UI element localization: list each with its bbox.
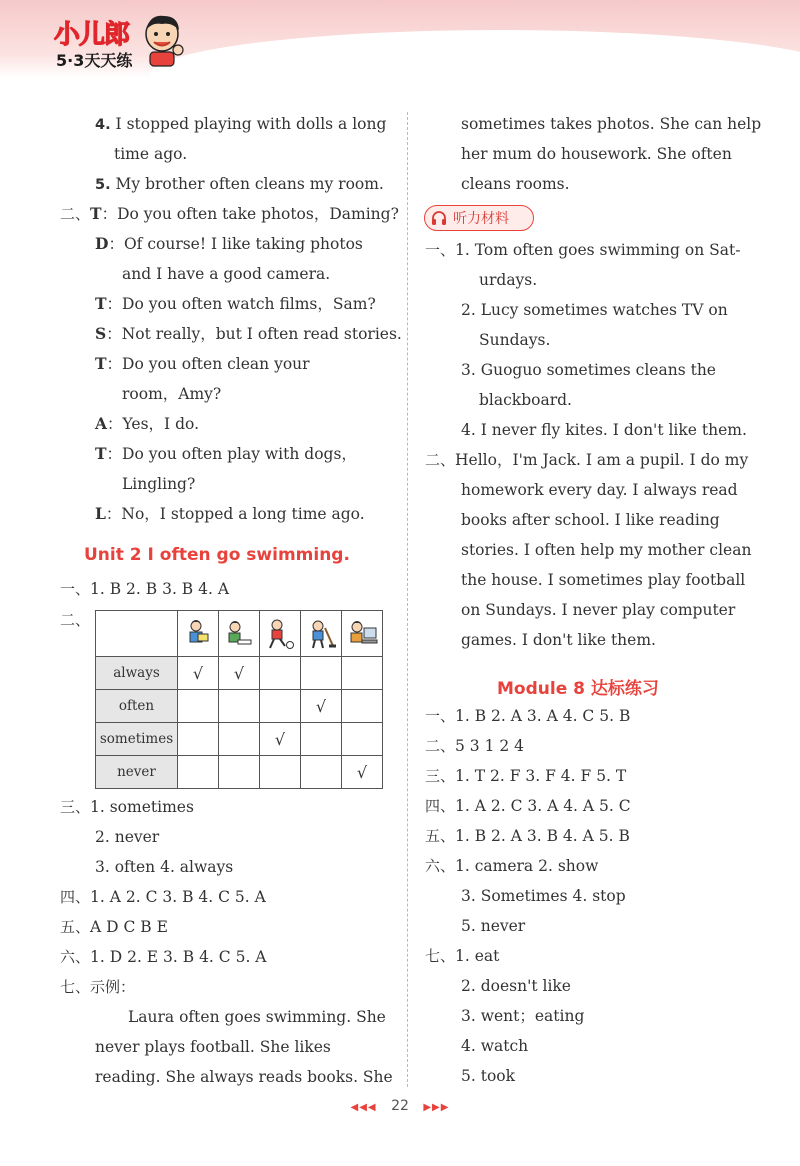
left-arrows-icon: ◀◀◀ (350, 1102, 377, 1113)
table-header-row (96, 611, 383, 657)
table-cell (219, 690, 260, 723)
mascot-boy-icon (140, 12, 186, 68)
table-cell (301, 756, 342, 789)
unit-heading: Unit 2 I often go swimming. (84, 545, 350, 565)
banner-curve (150, 30, 800, 120)
essay-line: homework every day. I always read (461, 481, 738, 499)
answer-line: 5. My brother often cleans my room. (95, 175, 384, 193)
essay-line: her mum do housework. She often (461, 145, 732, 163)
answer-line: 3. Guoguo sometimes cleans the (461, 361, 716, 379)
table-cell (219, 756, 260, 789)
table-cell: √ (301, 690, 342, 723)
dialogue-line: T：Do you often clean your (95, 354, 310, 373)
answer-line: 三、1. sometimes (60, 798, 194, 816)
table-cell: √ (342, 756, 383, 789)
picture-cell (342, 611, 383, 657)
brand-title: 小儿郎 (54, 20, 130, 50)
picture-cell (301, 611, 342, 657)
table-row (96, 657, 383, 690)
table-cell: √ (178, 657, 219, 690)
answer-line: 4. I never fly kites. I don't like them. (461, 421, 747, 439)
answer-line: 2. doesn't like (461, 977, 571, 995)
answer-line: 2. Lucy sometimes watches TV on (461, 301, 728, 319)
frequency-table (95, 610, 383, 789)
essay-line: stories. I often help my mother clean (461, 541, 752, 559)
tag-label: 听力材料 (453, 211, 509, 227)
dialogue-line: Lingling? (122, 475, 196, 493)
answer-line: 一、1. B 2. A 3. A 4. C 5. B (425, 707, 631, 725)
answer-line: 5. never (461, 917, 526, 935)
module-heading: Module 8 达标练习 (497, 679, 659, 699)
table-cell (178, 690, 219, 723)
answer-line: 3. went；eating (461, 1007, 585, 1025)
child-football-icon (265, 618, 295, 650)
table-cell (260, 690, 301, 723)
table-cell (260, 657, 301, 690)
answer-line: 一、1. B 2. B 3. B 4. A (60, 580, 230, 598)
dialogue-line: and I have a good camera. (122, 265, 331, 283)
dialogue-line: 二、T：Do you often take photos，Daming? (60, 204, 399, 223)
table-cell (342, 657, 383, 690)
row-label: never (96, 756, 178, 789)
table-corner-cell (96, 611, 178, 657)
answer-line: urdays. (479, 271, 538, 289)
essay-line: reading. She always reads books. She (95, 1068, 393, 1086)
answer-line: 五、A D C B E (60, 918, 168, 936)
dialogue-line: A：Yes，I do. (95, 414, 200, 433)
dialogue-line: D：Of course! I like taking photos (95, 234, 363, 253)
dialogue-line: room，Amy? (122, 385, 222, 403)
child-computer-icon (346, 618, 378, 650)
answer-line: 3. Sometimes 4. stop (461, 887, 626, 905)
right-arrows-icon: ▶▶▶ (423, 1102, 450, 1113)
table-row (96, 756, 383, 789)
answer-line: blackboard. (479, 391, 572, 409)
dialogue-line: L：No，I stopped a long time ago. (95, 504, 365, 523)
table-cell (301, 657, 342, 690)
dialogue-line: T：Do you often watch films，Sam? (95, 294, 376, 313)
answer-line: time ago. (114, 145, 188, 163)
table-cell: √ (219, 657, 260, 690)
essay-line: 二、Hello，I'm Jack. I am a pupil. I do my (425, 451, 749, 469)
header-banner (0, 0, 800, 78)
answer-line: 七、1. eat (425, 947, 500, 965)
table-row (96, 690, 383, 723)
answer-line: 七、示例： (60, 978, 136, 996)
essay-line: never plays football. She likes (95, 1038, 331, 1056)
essay-line: on Sundays. I never play computer (461, 601, 736, 619)
table-cell: √ (260, 723, 301, 756)
essay-line: games. I don't like them. (461, 631, 656, 649)
essay-line: books after school. I like reading (461, 511, 720, 529)
headphones-icon (431, 210, 447, 226)
table-cell (178, 756, 219, 789)
table-row (96, 723, 383, 756)
brand-logo (54, 14, 214, 74)
table-cell (178, 723, 219, 756)
answer-line: 5. took (461, 1067, 516, 1085)
page-footer (0, 1098, 800, 1114)
child-reading-icon (184, 618, 212, 650)
answer-line: 六、1. D 2. E 3. B 4. C 5. A (60, 948, 267, 966)
dialogue-line: T：Do you often play with dogs， (95, 444, 357, 463)
answer-line: 四、1. A 2. C 3. B 4. C 5. A (60, 888, 266, 906)
answer-line: 4. I stopped playing with dolls a long (95, 115, 387, 133)
column-divider (407, 112, 408, 1087)
answer-line: 2. never (95, 828, 160, 846)
essay-line: sometimes takes photos. She can help (461, 115, 762, 133)
child-sweeping-icon (305, 618, 337, 650)
answer-line: 四、1. A 2. C 3. A 4. A 5. C (425, 797, 631, 815)
answer-line: 3. often 4. always (95, 858, 234, 876)
table-cell (301, 723, 342, 756)
table-cell (342, 690, 383, 723)
essay-line: cleans rooms. (461, 175, 570, 193)
answer-line: Sundays. (479, 331, 551, 349)
child-homework-icon (225, 618, 253, 650)
picture-cell (219, 611, 260, 657)
listening-material-tag (424, 205, 534, 231)
answer-line: 一、1. Tom often goes swimming on Sat- (425, 241, 741, 259)
row-label: sometimes (96, 723, 178, 756)
answer-line: 六、1. camera 2. show (425, 857, 599, 875)
row-label: always (96, 657, 178, 690)
section-number: 二、 (60, 611, 91, 629)
answer-line: 4. watch (461, 1037, 529, 1055)
picture-cell (178, 611, 219, 657)
answer-line: 五、1. B 2. A 3. B 4. A 5. B (425, 827, 630, 845)
answer-line: 三、1. T 2. F 3. F 4. F 5. T (425, 767, 627, 785)
answer-line: 二、5 3 1 2 4 (425, 737, 525, 755)
picture-cell (260, 611, 301, 657)
essay-line: Laura often goes swimming. She (128, 1008, 386, 1026)
brand-subtitle: 5·3天天练 (56, 51, 133, 70)
table-cell (219, 723, 260, 756)
table-cell (342, 723, 383, 756)
row-label: often (96, 690, 178, 723)
table-cell (260, 756, 301, 789)
essay-line: the house. I sometimes play football (461, 571, 746, 589)
dialogue-line: S：Not really，but I often read stories. (95, 324, 402, 343)
page-number: 22 (391, 1098, 409, 1114)
